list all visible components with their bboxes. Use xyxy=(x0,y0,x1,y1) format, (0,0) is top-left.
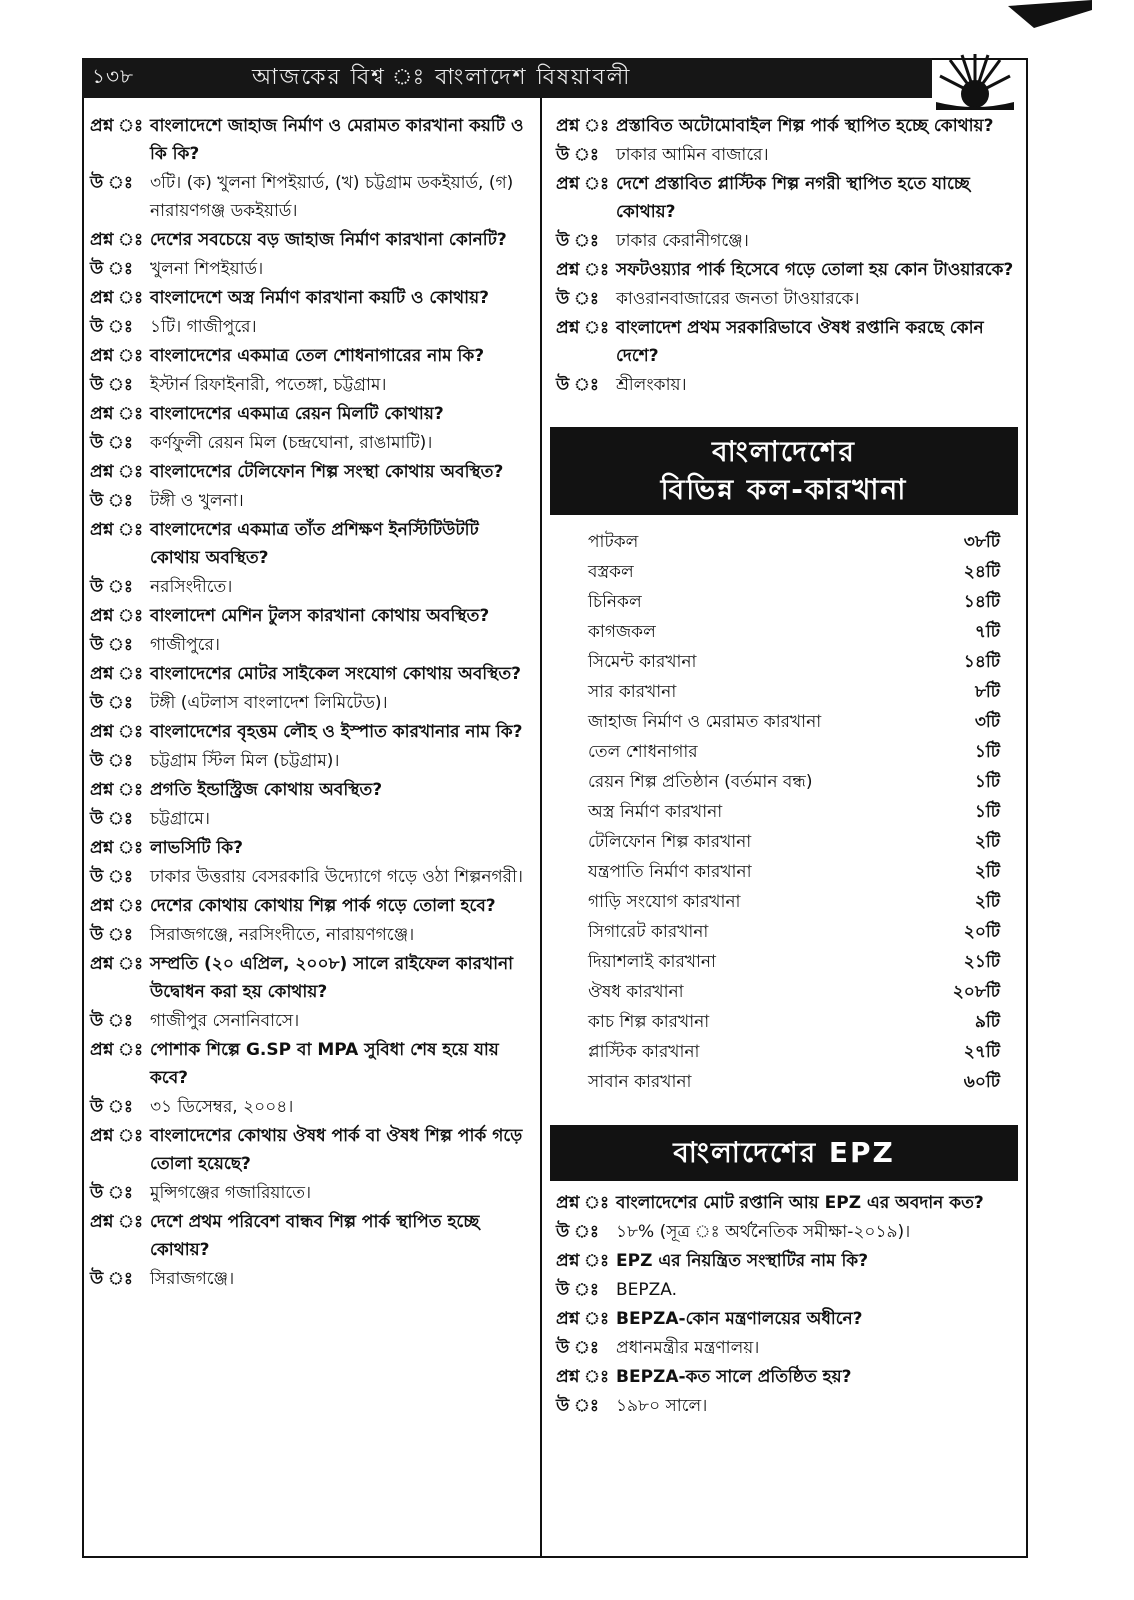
factory-count: ১টি xyxy=(974,772,1000,792)
answer-label: উ ঃ xyxy=(90,1183,133,1203)
question-label: প্রশ্ন ঃ xyxy=(90,896,144,916)
answer-label: উ ঃ xyxy=(556,231,599,251)
epz-banner: বাংলাদেশের EPZ xyxy=(550,1125,1018,1181)
factory-count: ৮টি xyxy=(974,682,1000,702)
answer-text: সিরাজগঞ্জে, নরসিংদীতে, নারায়ণগঞ্জে। xyxy=(150,925,415,945)
factory-row xyxy=(556,587,1018,617)
question-label: প্রশ্ন ঃ xyxy=(90,288,144,308)
answer-label: উ ঃ xyxy=(90,693,133,713)
question-label: প্রশ্ন ঃ xyxy=(556,1193,610,1213)
answer-text: গাজীপুর সেনানিবাসে। xyxy=(150,1011,300,1031)
answer-label: উ ঃ xyxy=(90,809,133,829)
factory-row xyxy=(556,947,1018,977)
answer-label: উ ঃ xyxy=(556,375,599,395)
question-text: সম্প্রতি (২০ এপ্রিল, ২০০৮) সালে রাইফেল কারখানা উদ্বোধন করা হয় কোথায়? xyxy=(150,954,514,1002)
question-item xyxy=(90,112,530,168)
answer-item xyxy=(556,285,1018,313)
answer-label: উ ঃ xyxy=(90,867,133,887)
answer-label: উ ঃ xyxy=(90,751,133,771)
answer-text: ১৯৮০ সালে। xyxy=(616,1396,708,1416)
factory-count: ২টি xyxy=(974,862,1000,882)
question-item xyxy=(90,660,530,688)
question-label: প্রশ্ন ঃ xyxy=(90,838,144,858)
answer-label: উ ঃ xyxy=(90,491,133,511)
question-item xyxy=(90,1122,530,1178)
question-label: প্রশ্ন ঃ xyxy=(90,606,144,626)
question-item xyxy=(556,170,1018,226)
question-text: EPZ এর নিয়ন্ত্রিত সংস্থাটির নাম কি? xyxy=(616,1251,869,1271)
question-label: প্রশ্ন ঃ xyxy=(90,1040,144,1060)
question-label: প্রশ্ন ঃ xyxy=(556,1309,610,1329)
answer-text: শ্রীলংকায়। xyxy=(616,375,687,395)
left-column xyxy=(90,112,530,1294)
answer-item xyxy=(90,255,530,283)
question-text: বাংলাদেশের বৃহত্তম লৌহ ও ইস্পাত কারখানার নাম কি? xyxy=(150,722,523,742)
question-item xyxy=(90,602,530,630)
question-text: বাংলাদেশের টেলিফোন শিল্প সংস্থা কোথায় অবস্থিত? xyxy=(150,462,504,482)
question-text: বাংলাদেশ মেশিন টুলস কারখানা কোথায় অবস্থিত? xyxy=(150,606,490,626)
answer-text: ৩টি। (ক) খুলনা শিপইয়ার্ড, (খ) চট্টগ্রাম ডকইয়ার্ড, (গ) নারায়ণগঞ্জ ডকইয়ার্ড। xyxy=(150,173,514,221)
epz-qa-list xyxy=(556,1189,1018,1420)
answer-text: টঙ্গী ও খুলনা। xyxy=(150,491,244,511)
answer-text: কর্ণফুলী রেয়ন মিল (চন্দ্রঘোনা, রাঙামাটি)। xyxy=(150,433,433,453)
question-item xyxy=(90,400,530,428)
question-label: প্রশ্ন ঃ xyxy=(556,318,610,338)
factory-count: ১টি xyxy=(974,742,1000,762)
factory-row xyxy=(556,1007,1018,1037)
answer-text: ঢাকার আমিন বাজারে। xyxy=(616,145,769,165)
answer-item xyxy=(90,1265,530,1293)
answer-label: উ ঃ xyxy=(556,1338,599,1358)
question-label: প্রশ্ন ঃ xyxy=(556,1251,610,1271)
factory-name: সার কারখানা xyxy=(588,682,677,702)
question-item xyxy=(90,342,530,370)
factories-banner xyxy=(550,427,1018,515)
question-label: প্রশ্ন ঃ xyxy=(90,1126,144,1146)
factory-row xyxy=(556,767,1018,797)
factory-row xyxy=(556,527,1018,557)
question-item xyxy=(90,950,530,1006)
factory-count: ২টি xyxy=(974,832,1000,852)
factory-row xyxy=(556,557,1018,587)
answer-item xyxy=(90,689,530,717)
answer-item xyxy=(90,487,530,515)
factory-row xyxy=(556,1067,1018,1097)
question-text: দেশের সবচেয়ে বড় জাহাজ নির্মাণ কারখানা কোনটি? xyxy=(150,230,507,250)
answer-label: উ ঃ xyxy=(90,1097,133,1117)
factories-banner-line2: বিভিন্ন কল-কারখানা xyxy=(660,473,908,506)
answer-label: উ ঃ xyxy=(90,1269,133,1289)
question-label: প্রশ্ন ঃ xyxy=(90,1212,144,1232)
factory-row xyxy=(556,647,1018,677)
answer-item xyxy=(556,1276,1018,1304)
factory-row xyxy=(556,797,1018,827)
answer-item xyxy=(556,1392,1018,1420)
page-header xyxy=(82,58,932,98)
sunburst-logo-icon xyxy=(936,50,1014,110)
question-item xyxy=(90,776,530,804)
factory-count: ২০৮টি xyxy=(952,982,1000,1002)
answer-label: উ ঃ xyxy=(90,925,133,945)
factory-name: সিমেন্ট কারখানা xyxy=(588,652,697,672)
question-text: বাংলাদেশ প্রথম সরকারিভাবে ঔষধ রপ্তানি করছে কোন দেশে? xyxy=(616,318,984,366)
question-item xyxy=(556,1247,1018,1275)
question-label: প্রশ্ন ঃ xyxy=(90,520,144,540)
question-item xyxy=(556,1305,1018,1333)
answer-label: উ ঃ xyxy=(90,317,133,337)
answer-item xyxy=(90,805,530,833)
question-text: বাংলাদেশের মোটর সাইকেল সংযোগ কোথায় অবস্থিত? xyxy=(150,664,522,684)
question-item xyxy=(556,256,1018,284)
answer-text: ৩১ ডিসেম্বর, ২০০৪। xyxy=(150,1097,294,1117)
question-item xyxy=(90,226,530,254)
answer-label: উ ঃ xyxy=(556,1280,599,1300)
answer-text: কাওরানবাজারের জনতা টাওয়ারকে। xyxy=(616,289,860,309)
factory-list xyxy=(556,527,1018,1097)
factory-name: টেলিফোন শিল্প কারখানা xyxy=(588,832,752,852)
factory-count: ২০টি xyxy=(963,922,1000,942)
column-divider xyxy=(540,98,542,1558)
question-text: BEPZA-কোন মন্ত্রণালয়ের অধীনে? xyxy=(616,1309,863,1329)
factory-count: ১টি xyxy=(974,802,1000,822)
answer-label: উ ঃ xyxy=(90,173,133,193)
factory-row xyxy=(556,677,1018,707)
answer-item xyxy=(90,169,530,225)
factory-name: চিনিকল xyxy=(588,592,642,612)
factory-row xyxy=(556,707,1018,737)
question-item xyxy=(556,314,1018,370)
factory-name: অস্ত্র নির্মাণ কারখানা xyxy=(588,802,723,822)
factory-count: ২টি xyxy=(974,892,1000,912)
header-title: আজকের বিশ্ব ঃ বাংলাদেশ বিষয়াবলী xyxy=(252,64,632,90)
answer-text: খুলনা শিপইয়ার্ড। xyxy=(150,259,264,279)
answer-label: উ ঃ xyxy=(90,635,133,655)
question-text: বাংলাদেশের একমাত্র তাঁত প্রশিক্ষণ ইনস্টিটিউটটি কোথায় অবস্থিত? xyxy=(150,520,479,568)
answer-text: প্রধানমন্ত্রীর মন্ত্রণালয়। xyxy=(616,1338,760,1358)
answer-label: উ ঃ xyxy=(90,577,133,597)
answer-item xyxy=(556,1218,1018,1246)
question-item xyxy=(90,718,530,746)
answer-text: ঢাকার উত্তরায় বেসরকারি উদ্যোগে গড়ে ওঠা শিল্পনগরী। xyxy=(150,867,523,887)
question-label: প্রশ্ন ঃ xyxy=(90,954,144,974)
question-item xyxy=(90,834,530,862)
question-text: বাংলাদেশের একমাত্র রেয়ন মিলটি কোথায়? xyxy=(150,404,444,424)
right-qa-list xyxy=(556,112,1018,399)
factory-row xyxy=(556,1037,1018,1067)
question-label: প্রশ্ন ঃ xyxy=(90,722,144,742)
answer-text: BEPZA. xyxy=(616,1280,678,1300)
question-text: পোশাক শিল্পে G.SP বা MPA সুবিধা শেষ হয়ে যায় কবে? xyxy=(150,1040,499,1088)
answer-item xyxy=(90,631,530,659)
factory-name: ঔষধ কারখানা xyxy=(588,982,684,1002)
question-text: BEPZA-কত সালে প্রতিষ্ঠিত হয়? xyxy=(616,1367,852,1387)
question-item xyxy=(90,1208,530,1264)
factory-count: ২৪টি xyxy=(963,562,1000,582)
answer-label: উ ঃ xyxy=(556,1396,599,1416)
question-text: বাংলাদেশের মোট রপ্তানি আয় EPZ এর অবদান কত? xyxy=(616,1193,984,1213)
question-label: প্রশ্ন ঃ xyxy=(90,664,144,684)
question-text: বাংলাদেশের একমাত্র তেল শোধনাগারের নাম কি? xyxy=(150,346,485,366)
factory-count: ৯টি xyxy=(974,1012,1000,1032)
question-text: বাংলাদেশে অস্ত্র নির্মাণ কারখানা কয়টি ও কোথায়? xyxy=(150,288,489,308)
factory-name: গাড়ি সংযোগ কারখানা xyxy=(588,892,741,912)
question-text: দেশে প্রথম পরিবেশ বান্ধব শিল্প পার্ক স্থাপিত হচ্ছে কোথায়? xyxy=(150,1212,480,1260)
factory-name: কাগজকল xyxy=(588,622,656,642)
answer-item xyxy=(556,141,1018,169)
factory-count: ৩৮টি xyxy=(963,532,1000,552)
factory-name: দিয়াশলাই কারখানা xyxy=(588,952,716,972)
factory-row xyxy=(556,977,1018,1007)
question-item xyxy=(556,1363,1018,1391)
question-text: প্রস্তাবিত অটোমোবাইল শিল্প পার্ক স্থাপিত হচ্ছে কোথায়? xyxy=(616,116,994,136)
answer-text: চট্টগ্রামে। xyxy=(150,809,210,829)
factory-count: ২১টি xyxy=(963,952,1000,972)
factory-count: ৭টি xyxy=(974,622,1000,642)
answer-text: চট্টগ্রাম স্টিল মিল (চট্টগ্রাম)। xyxy=(150,751,340,771)
answer-item xyxy=(90,1179,530,1207)
question-item xyxy=(90,1036,530,1092)
factory-count: ৬০টি xyxy=(963,1072,1000,1092)
answer-item xyxy=(90,1007,530,1035)
question-item xyxy=(90,458,530,486)
factory-count: ১৪টি xyxy=(963,592,1000,612)
question-text: বাংলাদেশের কোথায় ঔষধ পার্ক বা ঔষধ শিল্প পার্ক গড়ে তোলা হয়েছে? xyxy=(150,1126,523,1174)
factory-row xyxy=(556,827,1018,857)
answer-text: নরসিংদীতে। xyxy=(150,577,233,597)
factory-row xyxy=(556,917,1018,947)
question-text: দেশের কোথায় কোথায় শিল্প পার্ক গড়ে তোলা হবে? xyxy=(150,896,496,916)
question-item xyxy=(556,112,1018,140)
factories-banner-line1: বাংলাদেশের xyxy=(712,435,856,468)
question-label: প্রশ্ন ঃ xyxy=(556,116,610,136)
question-label: প্রশ্ন ঃ xyxy=(90,116,144,136)
factory-name: যন্ত্রপাতি নির্মাণ কারখানা xyxy=(588,862,752,882)
answer-item xyxy=(556,227,1018,255)
answer-item xyxy=(556,1334,1018,1362)
question-item xyxy=(90,284,530,312)
factory-name: প্লাস্টিক কারখানা xyxy=(588,1042,700,1062)
question-label: প্রশ্ন ঃ xyxy=(556,260,610,280)
answer-item xyxy=(90,921,530,949)
factory-row xyxy=(556,737,1018,767)
question-label: প্রশ্ন ঃ xyxy=(90,780,144,800)
question-label: প্রশ্ন ঃ xyxy=(556,174,610,194)
factory-name: বস্ত্রকল xyxy=(588,562,634,582)
question-label: প্রশ্ন ঃ xyxy=(90,462,144,482)
answer-text: সিরাজগঞ্জে। xyxy=(150,1269,235,1289)
answer-label: উ ঃ xyxy=(90,375,133,395)
factory-name: জাহাজ নির্মাণ ও মেরামত কারখানা xyxy=(588,712,822,732)
answer-text: মুন্সিগঞ্জের গজারিয়াতে। xyxy=(150,1183,312,1203)
answer-label: উ ঃ xyxy=(556,289,599,309)
factory-count: ১৪টি xyxy=(963,652,1000,672)
answer-text: টঙ্গী (এটলাস বাংলাদেশ লিমিটেড)। xyxy=(150,693,388,713)
factory-row xyxy=(556,887,1018,917)
question-label: প্রশ্ন ঃ xyxy=(90,230,144,250)
answer-label: উ ঃ xyxy=(556,1222,599,1242)
answer-item xyxy=(90,573,530,601)
factory-row xyxy=(556,617,1018,647)
answer-item xyxy=(90,747,530,775)
answer-item xyxy=(90,1093,530,1121)
answer-text: গাজীপুরে। xyxy=(150,635,220,655)
factory-name: সিগারেট কারখানা xyxy=(588,922,709,942)
answer-text: ১টি। গাজীপুরে। xyxy=(150,317,257,337)
answer-label: উ ঃ xyxy=(90,259,133,279)
question-item xyxy=(556,1189,1018,1217)
question-text: বাংলাদেশে জাহাজ নির্মাণ ও মেরামত কারখানা কয়টি ও কি কি? xyxy=(150,116,524,164)
answer-label: উ ঃ xyxy=(556,145,599,165)
answer-text: ১৮% (সূত্র ঃ অর্থনৈতিক সমীক্ষা-২০১৯)। xyxy=(616,1222,911,1242)
question-item xyxy=(90,892,530,920)
factory-count: ২৭টি xyxy=(963,1042,1000,1062)
answer-text: ইস্টার্ন রিফাইনারী, পতেঙ্গা, চট্টগ্রাম। xyxy=(150,375,387,395)
question-label: প্রশ্ন ঃ xyxy=(90,404,144,424)
factory-row xyxy=(556,857,1018,887)
question-text: প্রগতি ইন্ডাস্ট্রিজ কোথায় অবস্থিত? xyxy=(150,780,383,800)
page-number: ১৩৮ xyxy=(92,63,134,88)
answer-item xyxy=(90,371,530,399)
answer-item xyxy=(556,371,1018,399)
right-column xyxy=(556,112,1018,1421)
factory-name: তেল শোধনাগার xyxy=(588,742,698,762)
factory-name: কাচ শিল্প কারখানা xyxy=(588,1012,710,1032)
question-label: প্রশ্ন ঃ xyxy=(556,1367,610,1387)
factory-count: ৩টি xyxy=(974,712,1000,732)
question-text: লাভসিটি কি? xyxy=(150,838,244,858)
factory-name: রেয়ন শিল্প প্রতিষ্ঠান (বর্তমান বন্ধ) xyxy=(588,772,813,792)
answer-text: ঢাকার কেরানীগঞ্জে। xyxy=(616,231,749,251)
answer-item xyxy=(90,863,530,891)
question-text: সফটওয়্যার পার্ক হিসেবে গড়ে তোলা হয় কোন টাওয়ারকে? xyxy=(616,260,1014,280)
question-item xyxy=(90,516,530,572)
question-text: দেশে প্রস্তাবিত প্লাস্টিক শিল্প নগরী স্থাপিত হতে যাচ্ছে কোথায়? xyxy=(616,174,970,222)
factory-name: পাটকল xyxy=(588,532,639,552)
factory-name: সাবান কারখানা xyxy=(588,1072,692,1092)
answer-item xyxy=(90,429,530,457)
answer-item xyxy=(90,313,530,341)
question-label: প্রশ্ন ঃ xyxy=(90,346,144,366)
answer-label: উ ঃ xyxy=(90,1011,133,1031)
corner-decoration xyxy=(1008,0,1092,28)
answer-label: উ ঃ xyxy=(90,433,133,453)
